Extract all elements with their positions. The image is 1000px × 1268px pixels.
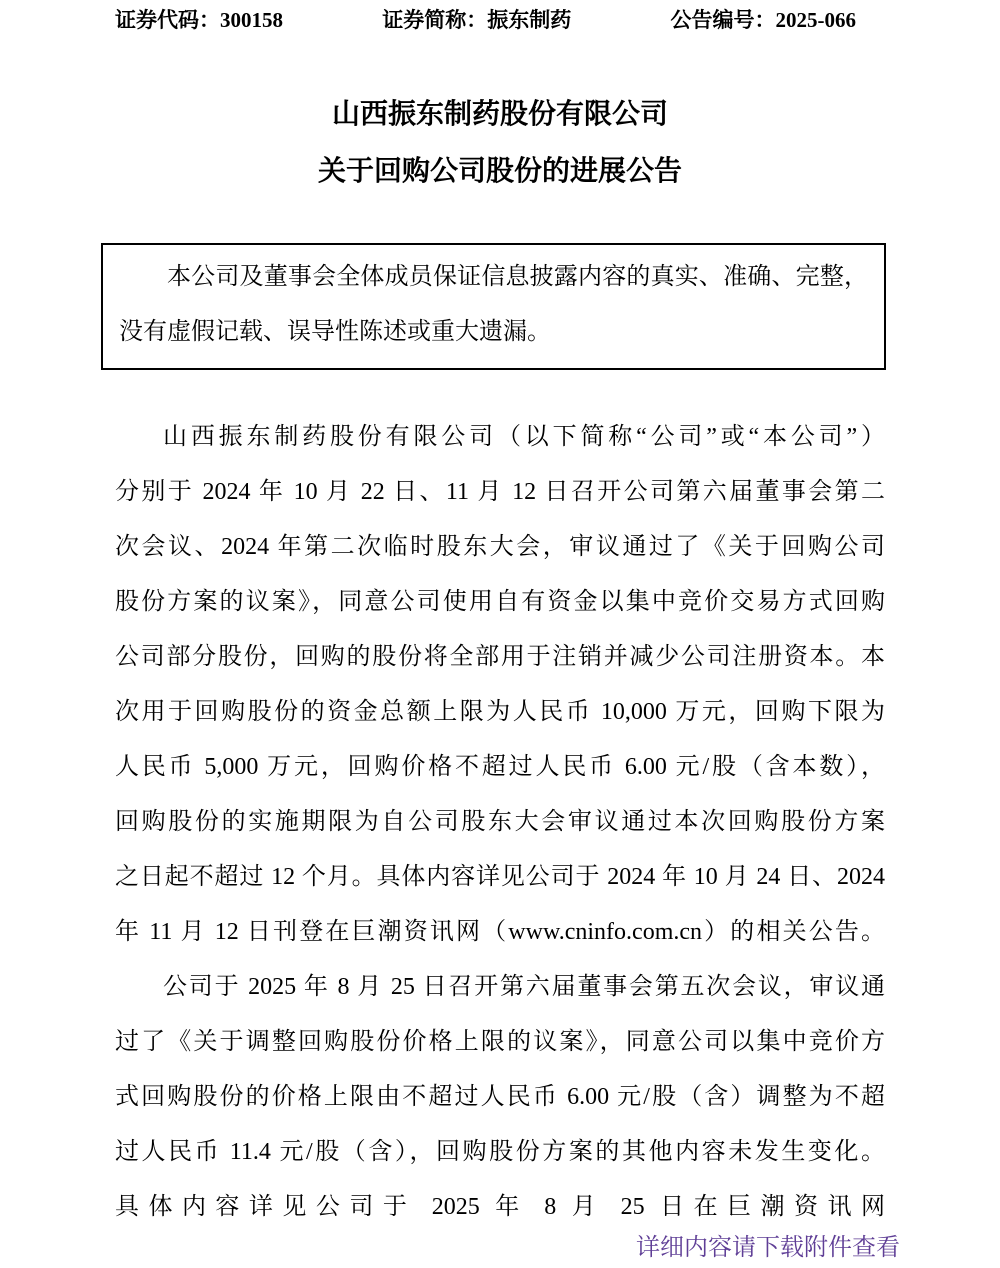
announcement-body bbox=[115, 410, 885, 1235]
body-line: 股份方案的议案》，同意公司使用自有资金以集中竞价交易方式回购 bbox=[115, 589, 885, 615]
announcement-number: 公告编号：2025-066 bbox=[670, 8, 856, 32]
body-lines bbox=[115, 410, 885, 1235]
body-line: 式回购股份的价格上限由不超过人民币 6.00 元/股（含）调整为不超 bbox=[115, 1084, 885, 1110]
body-line: 公司部分股份，回购的股份将全部用于注销并减少公司注册资本。本 bbox=[115, 644, 885, 670]
stock-code: 证券代码：300158 bbox=[115, 8, 283, 32]
body-line: 过人民币 11.4 元/股（含），回购股份方案的其他内容未发生变化。 bbox=[115, 1139, 885, 1165]
body-line: 年 11 月 12 日刊登在巨潮资讯网（www.cninfo.com.cn）的相关公告。 bbox=[115, 919, 885, 945]
document-meta-header bbox=[115, 6, 856, 34]
body-line: 之日起不超过 12 个月。具体内容详见公司于 2024 年 10 月 24 日、2024 bbox=[115, 864, 885, 890]
body-line: 人民币 5,000 万元，回购价格不超过人民币 6.00 元/股（含本数）， bbox=[115, 754, 885, 780]
body-line: 山西振东制药股份有限公司（以下简称“公司”或“本公司”） bbox=[163, 424, 885, 450]
notice-lines bbox=[119, 250, 868, 360]
announcement-title: 关于回购公司股份的进展公告 bbox=[317, 156, 682, 187]
stock-abbr: 证券简称：振东制药 bbox=[382, 8, 572, 32]
body-line: 具体内容详见公司于 2025 年 8 月 25 日在巨潮资讯网 bbox=[115, 1194, 885, 1220]
body-line: 过了《关于调整回购股份价格上限的议案》，同意公司以集中竞价方 bbox=[115, 1029, 885, 1055]
body-line: 公司于 2025 年 8 月 25 日召开第六届董事会第五次会议，审议通 bbox=[163, 974, 885, 1000]
body-line: 次会议、2024 年第二次临时股东大会，审议通过了《关于回购公司 bbox=[115, 534, 885, 560]
notice-line: 没有虚假记载、误导性陈述或重大遗漏。 bbox=[119, 319, 551, 345]
disclosure-notice-box bbox=[101, 243, 886, 370]
company-name-title: 山西振东制药股份有限公司 bbox=[331, 99, 668, 130]
notice-line: 本公司及董事会全体成员保证信息披露内容的真实、准确、完整， bbox=[167, 264, 868, 290]
body-line: 次用于回购股份的资金总额上限为人民币 10,000 万元，回购下限为 bbox=[115, 699, 885, 725]
attachment-note: 详细内容请下载附件查看 bbox=[636, 1234, 900, 1261]
body-line: 回购股份的实施期限为自公司股东大会审议通过本次回购股份方案 bbox=[115, 809, 885, 835]
body-line: 分别于 2024 年 10 月 22 日、11 月 12 日召开公司第六届董事会第二 bbox=[115, 479, 885, 505]
